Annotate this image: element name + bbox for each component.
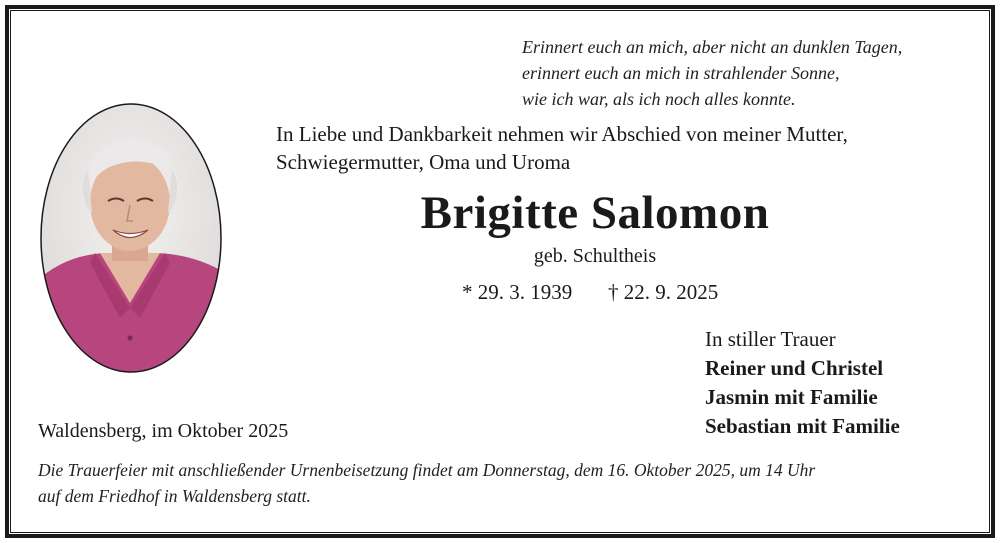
notice-line: Die Trauerfeier mit anschließender Urnenbeisetzung findet am Donnerstag, dem 16. Oktober 2025, um 14 Uhr [38,460,816,480]
birth-date: * 29. 3. 1939 [462,280,573,304]
portrait-photo [40,103,222,373]
mourner-name: Jasmin mit Familie [705,385,878,409]
deceased-name: Brigitte Salomon [420,187,770,239]
intro-line: Schwiegermutter, Oma und Uroma [276,150,571,174]
mourners [705,325,985,441]
notice-line: auf dem Friedhof in Waldensberg statt. [38,486,311,506]
poem [522,34,982,112]
birth-name: geb. Schultheis [533,245,657,267]
place-date: Waldensberg, im Oktober 2025 [38,420,289,442]
poem-line: erinnert euch an mich in strahlender Sonne, [522,63,840,83]
death-date: † 22. 9. 2025 [608,280,719,304]
intro-line: In Liebe und Dankbarkeit nehmen wir Abschied von meiner Mutter, [276,122,848,146]
poem-line: wie ich war, als ich noch alles konnte. [522,89,796,109]
mourners-header: In stiller Trauer [705,327,836,351]
funeral-notice [38,457,988,509]
poem-line: Erinnert euch an mich, aber nicht an dunklen Tagen, [522,37,903,57]
intro-text [276,120,976,176]
mourner-name: Sebastian mit Familie [705,414,900,438]
mourner-name: Reiner und Christel [705,356,884,380]
